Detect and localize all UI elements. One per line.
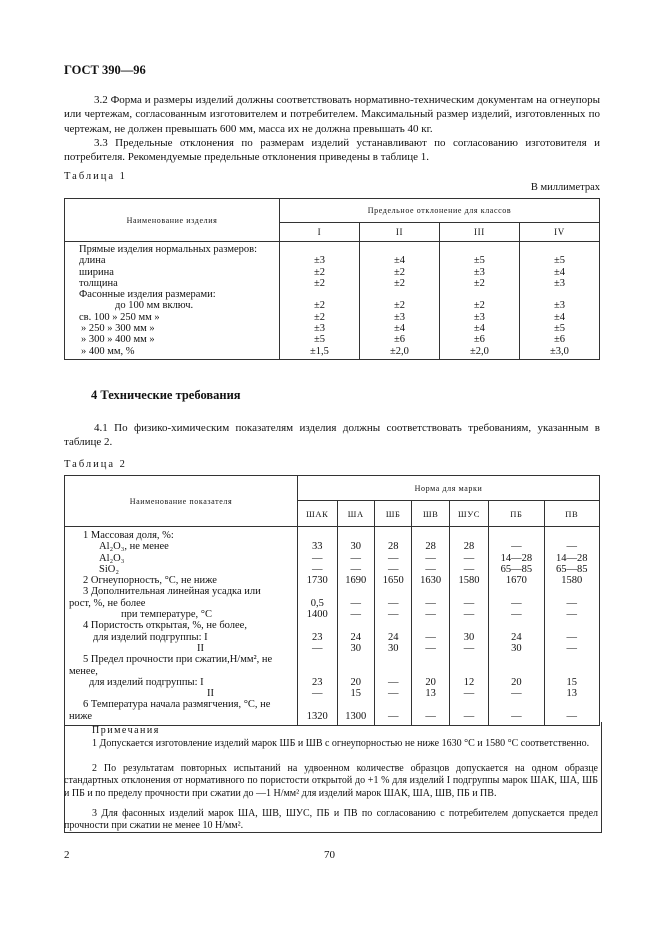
table2-cell: 30 xyxy=(350,642,361,654)
table2-cell: 1690 xyxy=(345,575,367,587)
table2-cell xyxy=(450,530,488,541)
table2-cell: — xyxy=(566,609,578,621)
table2-cell: 24 xyxy=(511,631,522,643)
table2-cell xyxy=(412,699,448,710)
table1-cell: ±3 xyxy=(313,323,325,335)
table2-cell: 23 xyxy=(312,676,323,688)
table1-cell: ±1,5 xyxy=(310,345,329,357)
table2-col-group: Норма для марки xyxy=(298,476,600,501)
table1-values-col xyxy=(280,242,360,360)
table2-cell: 15 xyxy=(566,676,578,688)
table1-cell: ±3 xyxy=(473,311,485,323)
table2-grade-header: ШАК xyxy=(298,501,338,527)
table2-cell xyxy=(298,586,337,597)
table2-cell: 1650 xyxy=(382,575,404,587)
table1-cell: ±4 xyxy=(393,323,405,335)
table2-cell: 20 xyxy=(425,676,436,688)
table1-row-name: » 300 » 400 мм » xyxy=(81,334,155,346)
table1-row-name: Прямые изделия нормальных размеров: xyxy=(79,244,257,255)
table1-cell: ±3,0 xyxy=(550,345,569,357)
table2-values-col xyxy=(449,527,488,726)
table2-values-col xyxy=(374,527,411,726)
table2-cell: — xyxy=(566,541,578,553)
table1-cell: ±2 xyxy=(473,300,485,312)
section-4-title: 4 Технические требования xyxy=(91,388,241,402)
table2-cell xyxy=(412,620,448,631)
table2-cell xyxy=(489,530,543,541)
table2-cell: — xyxy=(350,552,361,564)
table2-cell xyxy=(412,654,448,665)
table2-cell: 1400 xyxy=(306,609,328,621)
table2-row-name: менее, xyxy=(69,665,98,677)
table1-cell: ±2 xyxy=(393,300,405,312)
table2-cell: 28 xyxy=(463,541,475,553)
table2-cell xyxy=(338,530,374,541)
table2-cell: — xyxy=(566,597,578,609)
table1-cell: ±3 xyxy=(553,300,565,312)
table2-cell: — xyxy=(463,597,475,609)
table2-row-name: 2 Огнеупорность, °С, не ниже xyxy=(83,575,217,587)
table2-cell xyxy=(298,666,337,677)
table1-cell xyxy=(440,289,519,300)
table2-cell: — xyxy=(387,563,399,575)
table1-units: В миллиметрах xyxy=(530,182,600,193)
table2-cell: 33 xyxy=(312,541,323,553)
table2-row-name: 3 Дополнительная линейная усадка или xyxy=(83,586,261,598)
table2-cell: 1580 xyxy=(458,575,480,587)
table1-class-header: I xyxy=(280,223,360,242)
table1-row-name: » 250 » 300 мм » xyxy=(81,323,155,335)
table1-cell: ±4 xyxy=(553,266,565,278)
table2-cell: — xyxy=(350,609,361,621)
table2-cell: 1670 xyxy=(505,575,527,587)
table2-row-name: 1 Массовая доля, %: xyxy=(83,530,174,541)
table2-cell: — xyxy=(463,563,475,575)
table2-row-name: II xyxy=(207,688,214,700)
table2-cell: — xyxy=(425,597,436,609)
table2-cell xyxy=(375,586,411,597)
table2-cell: — xyxy=(425,552,436,564)
table1-cell: ±6 xyxy=(553,334,565,346)
table2-row-name: для изделий подгруппы: I xyxy=(93,631,208,643)
table-2 xyxy=(64,475,600,726)
table2-cell xyxy=(338,666,374,677)
table2-row-name: 4 Пористость открытая, %, не более, xyxy=(83,620,247,632)
table1-cell xyxy=(520,244,599,255)
table2-cell xyxy=(545,654,599,665)
paragraph-3-3: 3.3 Предельные отклонения по размерам изделий устанавливают по согласованию изготовителя и потребителя. Рекомендуемые предельные отклонения приведены в таблице 1. xyxy=(64,137,600,164)
table1-cell xyxy=(440,244,519,255)
page-number-center: 70 xyxy=(324,849,335,861)
table2-cell: — xyxy=(511,541,522,553)
table2-cell: — xyxy=(566,642,578,654)
paragraph-4-1: 4.1 По физико-химическим показателям изделия должны соответствовать требованиям, указанным в таблице 2. xyxy=(64,422,600,449)
table2-cell xyxy=(450,586,488,597)
table2-cell xyxy=(298,530,337,541)
table2-cell xyxy=(375,530,411,541)
table2-cell xyxy=(545,620,599,631)
table2-cell: 28 xyxy=(425,541,436,553)
note-3: 3 Для фасонных изделий марок ША, ШВ, ШУС, ПБ и ПВ по согласованию с потребителем допускается предел прочности при сжатии не менее 10 Н/мм². xyxy=(64,808,598,832)
table1-cell: ±3 xyxy=(393,311,405,323)
table2-cell: 30 xyxy=(350,541,361,553)
table1-cell: ±2 xyxy=(313,300,325,312)
table2-cell: — xyxy=(387,609,399,621)
table-1 xyxy=(64,198,600,360)
page-number-left: 2 xyxy=(64,849,70,861)
table2-row-name: Al₂O₃ xyxy=(99,552,125,564)
table1-cell: ±3 xyxy=(313,255,325,267)
table1-class-header: IV xyxy=(519,223,599,242)
table2-cell xyxy=(545,699,599,710)
table1-cell: ±2 xyxy=(473,277,485,289)
table1-cell: ±3 xyxy=(473,266,485,278)
table1-values-col xyxy=(439,242,519,360)
table1-cell: ±2,0 xyxy=(469,345,489,357)
table2-cell: 1320 xyxy=(306,710,328,722)
table1-row-name: св. 100 » 250 мм » xyxy=(79,311,160,323)
table2-cell: — xyxy=(387,676,399,688)
table2-cell: 1730 xyxy=(306,575,328,587)
table2-cell: 65—85 xyxy=(500,563,533,575)
table1-cell: ±2 xyxy=(313,266,325,278)
table2-cell: — xyxy=(463,552,475,564)
table1-class-header: III xyxy=(439,223,519,242)
table2-cell: — xyxy=(425,563,436,575)
table1-row-name: Фасонные изделия размерами: xyxy=(79,289,216,301)
table2-cell: 13 xyxy=(566,688,578,700)
table2-cell: — xyxy=(511,597,522,609)
table2-cell: 24 xyxy=(350,631,361,643)
notes-title: Примечания xyxy=(92,725,160,736)
table1-cell: ±5 xyxy=(553,323,565,335)
table2-cell: 24 xyxy=(387,631,399,643)
table2-cell: — xyxy=(463,609,475,621)
table2-cell xyxy=(298,654,337,665)
table2-col-name: Наименование показателя xyxy=(65,476,298,527)
table2-cell: — xyxy=(463,642,475,654)
table2-cell xyxy=(338,654,374,665)
table1-col-name: Наименование изделия xyxy=(65,199,280,242)
table2-row-name: 6 Температура начала размягчения, °С, не xyxy=(83,699,271,711)
table2-row-name: Al₂O₃, не менее xyxy=(99,541,169,553)
table2-row-name: 5 Предел прочности при сжатии,Н/мм², не xyxy=(83,654,273,666)
table1-cell: ±2 xyxy=(393,266,405,278)
table2-cell: — xyxy=(350,597,361,609)
table1-names-col xyxy=(65,242,280,360)
table1-cell: ±2,0 xyxy=(390,345,409,357)
table2-cell: — xyxy=(387,552,399,564)
table1-col-group: Предельное отклонение для классов xyxy=(280,199,600,223)
table2-cell: 28 xyxy=(387,541,399,553)
table2-cell xyxy=(489,620,543,631)
table1-cell: ±4 xyxy=(393,255,405,267)
table2-row-name: рост, %, не более xyxy=(69,597,146,609)
table1-cell xyxy=(280,244,359,255)
table1-cell: ±6 xyxy=(393,334,405,346)
table1-row-name: » 400 мм, % xyxy=(81,345,135,357)
table2-cell xyxy=(375,620,411,631)
table1-cell: ±4 xyxy=(553,311,565,323)
table1-row-name: до 100 мм включ. xyxy=(115,300,194,312)
table2-row-name: для изделий подгруппы: I xyxy=(89,676,204,688)
table2-cell xyxy=(338,620,374,631)
table2-grade-header: ША xyxy=(337,501,374,527)
table2-cell: 0,5 xyxy=(310,597,324,609)
table1-cell: ±2 xyxy=(393,277,405,289)
table2-values-col xyxy=(337,527,374,726)
note-2: 2 По результатам повторных испытаний на удвоенном количестве образцов допускается на одном образце стандартных отклонения от нормативного по пористости открытой до +1 % для изделий I подгруппы марок ШАК, ША, ШБ и ПБ и по пределу прочности при сжатии до —1 Н/мм² для изделий марок ШАК, ША, ШВ, ПБ и ПВ. xyxy=(64,763,598,799)
table2-row-name: ниже xyxy=(69,710,93,722)
table2-cell: — xyxy=(387,597,399,609)
table2-values-col xyxy=(489,527,544,726)
table2-cell xyxy=(489,654,543,665)
table1-class-header: II xyxy=(359,223,439,242)
table2-cell: — xyxy=(511,609,522,621)
table2-cell: — xyxy=(312,563,323,575)
table2-cell xyxy=(489,699,543,710)
table1-cell: ±4 xyxy=(473,323,485,335)
paragraph-3-2: 3.2 Форма и размеры изделий должны соответствовать нормативно-техническим документам на огнеупоры или чертежам, согласованным изготовителем и потребителем. Максимальный размер изделий, изготовленных по чертежам, не должен превышать 600 мм, масса их не должна превышать 40 кг. xyxy=(64,94,600,135)
table1-cell: ±2 xyxy=(313,311,325,323)
table2-cell xyxy=(545,666,599,677)
table2-cell xyxy=(298,620,337,631)
table2-cell: 1630 xyxy=(420,575,442,587)
table2-cell: 14—28 xyxy=(500,552,533,564)
table2-cell xyxy=(412,530,448,541)
table2-cell xyxy=(412,586,448,597)
table2-cell: — xyxy=(387,688,399,700)
table2-cell: — xyxy=(425,609,436,621)
table2-cell xyxy=(545,586,599,597)
table2-cell: 65—85 xyxy=(556,563,588,575)
table1-caption: Таблица 1 xyxy=(64,171,127,182)
table1-row-name: ширина xyxy=(79,266,114,278)
table2-row-name: II xyxy=(197,642,204,654)
table2-cell xyxy=(545,530,599,541)
table2-cell: 14—28 xyxy=(556,552,588,564)
table2-cell: — xyxy=(463,710,475,722)
table2-cell xyxy=(450,699,488,710)
table2-cell: 15 xyxy=(350,688,361,700)
table2-values-col xyxy=(298,527,338,726)
document-header: ГОСТ 390—96 xyxy=(64,63,146,77)
table2-cell: 13 xyxy=(425,688,436,700)
table2-cell: 1300 xyxy=(345,710,367,722)
table1-cell: ±2 xyxy=(313,277,325,289)
table2-cell: — xyxy=(566,710,578,722)
table2-cell: 30 xyxy=(511,642,522,654)
table2-cell xyxy=(298,699,337,710)
table1-cell: ±5 xyxy=(473,255,485,267)
table2-cell xyxy=(338,586,374,597)
table2-cell: — xyxy=(312,642,323,654)
table1-values-col xyxy=(359,242,439,360)
table2-grade-header: ПБ xyxy=(489,501,544,527)
table2-cell: — xyxy=(425,710,436,722)
table1-row-name: толщина xyxy=(79,277,118,289)
table1-row-name: длина xyxy=(79,255,106,267)
table2-cell xyxy=(450,620,488,631)
table2-cell: — xyxy=(425,631,436,643)
table2-cell: — xyxy=(425,642,436,654)
table2-grade-header: ШБ xyxy=(374,501,411,527)
table2-cell xyxy=(338,699,374,710)
table1-cell: ±5 xyxy=(553,255,565,267)
table2-cell: — xyxy=(511,710,522,722)
table2-cell: — xyxy=(463,688,475,700)
table1-cell xyxy=(520,289,599,300)
table2-cell xyxy=(412,666,448,677)
table2-cell: 12 xyxy=(463,676,475,688)
table2-grade-header: ПВ xyxy=(544,501,599,527)
table2-cell: 1580 xyxy=(561,575,583,587)
table2-cell xyxy=(450,654,488,665)
table2-cell xyxy=(489,666,543,677)
table2-cell: 30 xyxy=(463,631,475,643)
table2-names-col xyxy=(65,527,298,726)
table2-cell xyxy=(375,699,411,710)
table1-cell xyxy=(360,289,439,300)
table1-cell xyxy=(360,244,439,255)
table2-grade-header: ШВ xyxy=(412,501,449,527)
table2-grade-header: ШУС xyxy=(449,501,488,527)
table2-cell: — xyxy=(511,688,522,700)
table2-row-name: при температуре, °С xyxy=(121,609,212,621)
table2-cell: — xyxy=(350,563,361,575)
table1-cell: ±6 xyxy=(473,334,485,346)
table1-cell: ±3 xyxy=(553,277,565,289)
table2-cell: — xyxy=(566,631,578,643)
table2-cell: — xyxy=(387,710,399,722)
note-1: 1 Допускается изготовление изделий марок ШБ и ШВ с огнеупорностью не ниже 1630 °С и 1580 °С соответственно. xyxy=(92,738,590,749)
table2-cell: 23 xyxy=(312,631,323,643)
table1-cell: ±5 xyxy=(313,334,325,346)
table2-values-col xyxy=(412,527,449,726)
table2-cell: 20 xyxy=(350,676,361,688)
table2-cell xyxy=(489,586,543,597)
table2-cell: — xyxy=(312,552,323,564)
table2-values-col xyxy=(544,527,599,726)
table2-cell xyxy=(375,666,411,677)
table2-cell: 30 xyxy=(387,642,399,654)
table2-cell xyxy=(450,666,488,677)
table2-caption: Таблица 2 xyxy=(64,459,127,470)
table1-cell xyxy=(280,289,359,300)
table2-cell: 20 xyxy=(511,676,522,688)
table2-cell: — xyxy=(312,688,323,700)
table1-values-col xyxy=(519,242,599,360)
table2-row-name: SiO₂ xyxy=(99,563,120,575)
table2-cell xyxy=(375,654,411,665)
